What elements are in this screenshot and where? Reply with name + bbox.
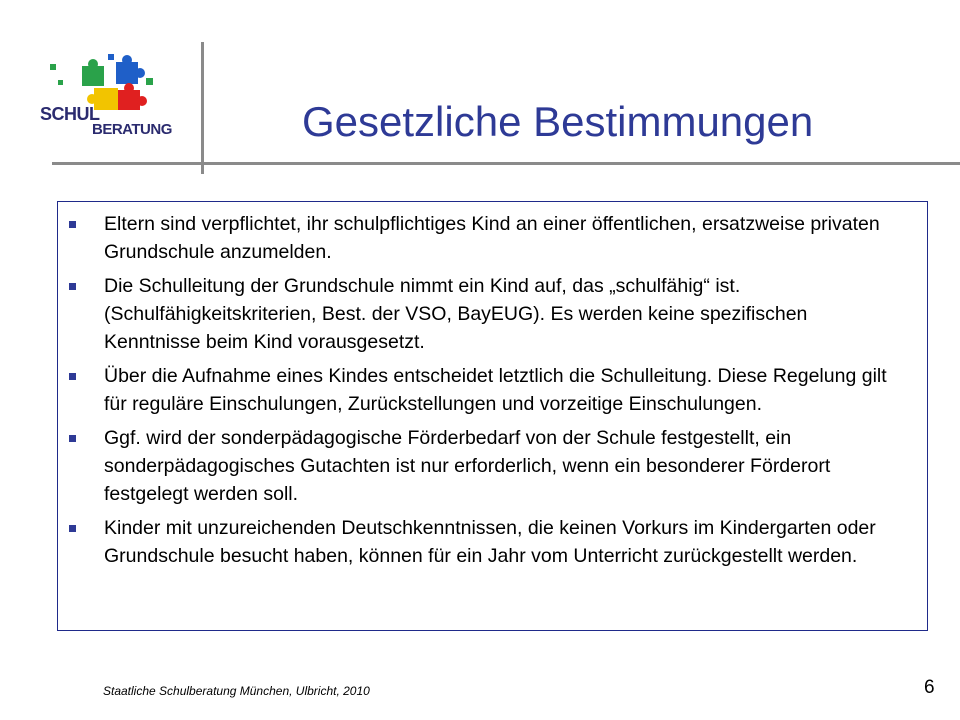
vertical-divider (201, 42, 204, 174)
bullet-text: Ggf. wird der sonderpädagogische Förderbedarf von der Schule festgestellt, ein sonderpädagogisches Gutachten ist nur erforderlich, wenn ein besonderer Förderort festgelegt werden soll. (104, 427, 831, 505)
square-bullet-icon (69, 525, 76, 532)
bullet-item (104, 424, 907, 508)
footer-credit: Staatliche Schulberatung München, Ulbricht, 2010 (103, 684, 370, 698)
content-box (57, 201, 928, 631)
square-bullet-icon (69, 221, 76, 228)
bullet-list (58, 202, 927, 570)
page-number: 6 (924, 677, 935, 698)
bullet-item (104, 514, 907, 570)
bullet-text: Kinder mit unzureichenden Deutschkenntnissen, die keinen Vorkurs im Kindergarten oder Grundschule besucht haben, können für ein Jahr vom Unterricht zurückgestellt werden. (104, 517, 876, 567)
horizontal-divider (52, 162, 960, 165)
bullet-text: Eltern sind verpflichtet, ihr schulpflichtiges Kind an einer öffentlichen, ersatzweise privaten Grundschule anzumelden. (104, 213, 880, 263)
logo-text-line2: BERATUNG (92, 121, 172, 138)
schulberatung-logo (36, 44, 186, 154)
bullet-item (104, 272, 907, 356)
logo-text-line1: SCHUL (40, 104, 100, 124)
bullet-item (104, 210, 907, 266)
slide-title: Gesetzliche Bestimmungen (302, 98, 814, 145)
square-bullet-icon (69, 373, 76, 380)
bullet-item (104, 362, 907, 418)
bullet-text: Die Schulleitung der Grundschule nimmt ein Kind auf, das „schulfähig“ ist. (Schulfähigkeitskriterien, Best. der VSO, BayEUG). Es werden keine spezifischen Kenntnisse beim Kind vorausgesetzt. (104, 275, 808, 353)
bullet-text: Über die Aufnahme eines Kindes entscheidet letztlich die Schulleitung. Diese Regelung gilt für reguläre Einschulungen, Zurückstellungen und vorzeitige Einschulungen. (104, 365, 887, 415)
square-bullet-icon (69, 435, 76, 442)
square-bullet-icon (69, 283, 76, 290)
